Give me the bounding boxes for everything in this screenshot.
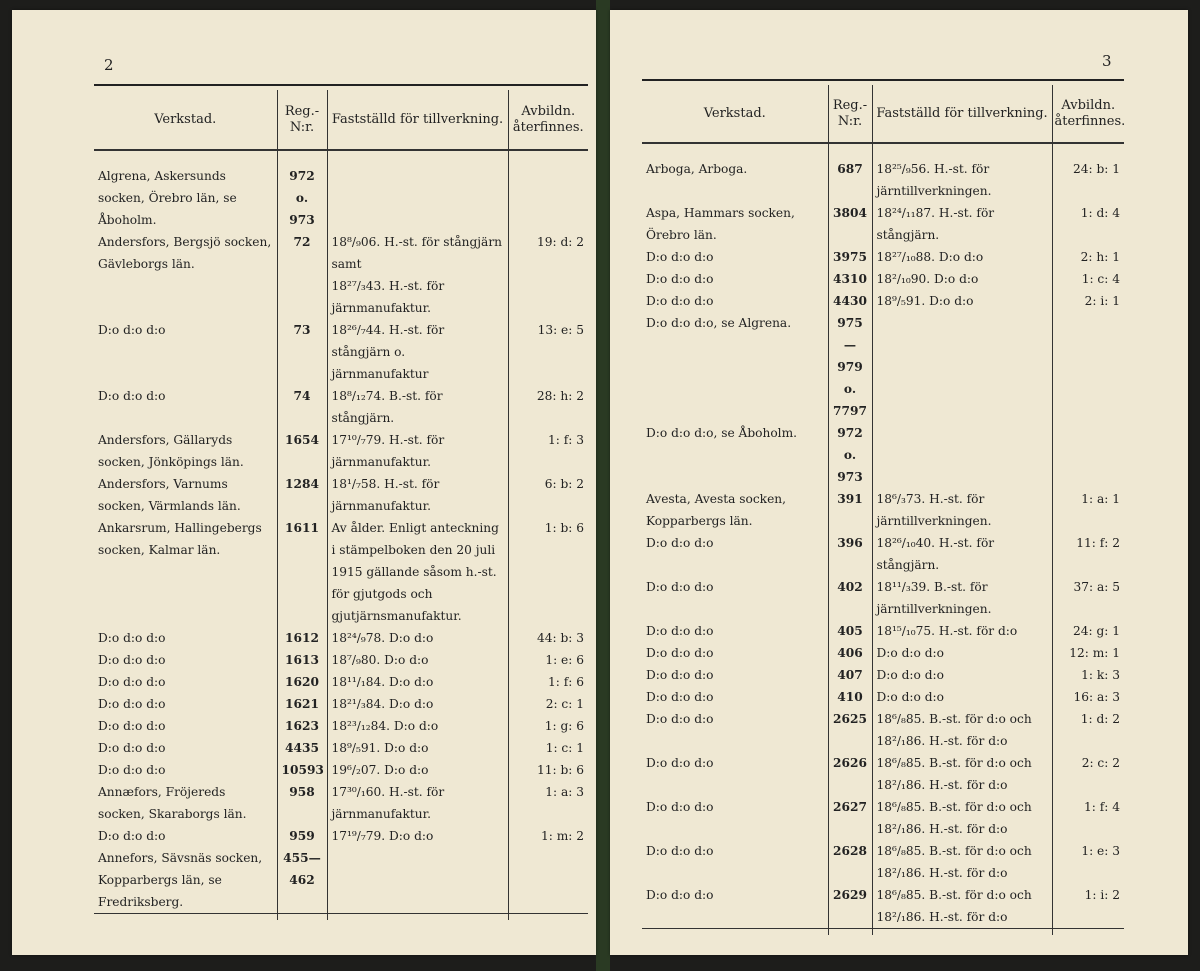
table-row (642, 796, 1124, 840)
faststalld-cell: 18²⁴/₉78. D:o d:o (327, 627, 508, 649)
avbildning-cell: 1: d: 4 (1052, 202, 1124, 246)
reg-number-cell: 2629 (828, 884, 872, 929)
table-row (94, 165, 588, 231)
faststalld-cell: 18⁹/₅91. D:o d:o (327, 737, 508, 759)
header-faststalld: Fastställd för tillverkning. (327, 90, 508, 150)
verkstad-cell: D:o d:o d:o (98, 763, 166, 777)
table-row (94, 737, 588, 759)
verkstad-cell: Ankarsrum, Hallingebergs socken, Kalmar län. (98, 521, 262, 557)
verkstad-cell: D:o d:o d:o (646, 272, 714, 286)
avbildning-cell: 37: a: 5 (1052, 576, 1124, 620)
table-header (642, 85, 1124, 143)
faststalld-cell: 18⁶/₈85. B.-st. för d:o och 18²/₁86. H.-st. för d:o (872, 752, 1052, 796)
avbildning-cell: 44: b: 3 (508, 627, 588, 649)
avbildning-cell: 1: k: 3 (1052, 664, 1124, 686)
table-row (642, 708, 1124, 752)
avbildning-cell: 1: e: 3 (1052, 840, 1124, 884)
table-row (94, 429, 588, 473)
table-row (642, 488, 1124, 532)
avbildning-cell: 1: a: 1 (1052, 488, 1124, 532)
faststalld-cell: 18⁶/₈85. B.-st. för d:o och 18²/₁86. H.-st. för d:o (872, 796, 1052, 840)
register-table-right (642, 85, 1124, 935)
avbildning-cell: 1: a: 3 (508, 781, 588, 825)
book-gutter (596, 0, 610, 971)
faststalld-cell: 18⁷/₉80. D:o d:o (327, 649, 508, 671)
verkstad-cell: D:o d:o d:o (646, 844, 714, 858)
verkstad-cell: Annæfors, Fröjereds socken, Skaraborgs län. (98, 785, 247, 821)
verkstad-cell: D:o d:o d:o (646, 580, 714, 594)
faststalld-cell: 17¹⁹/₇79. D:o d:o (327, 825, 508, 847)
avbildning-cell: 12: m: 1 (1052, 642, 1124, 664)
reg-number-cell: 2626 (828, 752, 872, 796)
reg-number-cell: 1623 (277, 715, 327, 737)
faststalld-cell: 18²⁷/₁₀88. D:o d:o (872, 246, 1052, 268)
table-header (94, 90, 588, 150)
avbildning-cell: 28: h: 2 (508, 385, 588, 429)
verkstad-cell: Avesta, Avesta socken, Kopparbergs län. (646, 492, 787, 528)
reg-number-cell: 1654 (277, 429, 327, 473)
header-faststalld: Fastställd för tillverkning. (872, 85, 1052, 143)
table-row (642, 158, 1124, 202)
verkstad-cell: D:o d:o d:o (646, 800, 714, 814)
reg-number-cell: 406 (828, 642, 872, 664)
reg-number-cell: 405 (828, 620, 872, 642)
table-row (642, 202, 1124, 246)
table-row (94, 759, 588, 781)
verkstad-cell: D:o d:o d:o (646, 646, 714, 660)
faststalld-cell: 18⁶/₈85. B.-st. för d:o och 18²/₁86. H.-st. för d:o (872, 840, 1052, 884)
reg-number-cell: 391 (828, 488, 872, 532)
avbildning-cell: 1: b: 6 (508, 517, 588, 627)
faststalld-cell: 18²⁶/₇44. H.-st. för stångjärn o. järnmanufaktur (327, 319, 508, 385)
table-row (94, 649, 588, 671)
verkstad-cell: D:o d:o d:o, se Åboholm. (646, 426, 797, 440)
table-row (94, 473, 588, 517)
avbildning-cell: 1: f: 3 (508, 429, 588, 473)
header-reg: Reg.- N:r. (828, 85, 872, 143)
avbildning-cell: 24: b: 1 (1052, 158, 1124, 202)
verkstad-cell: D:o d:o d:o (98, 653, 166, 667)
table-row (94, 715, 588, 737)
top-rule-right (642, 79, 1124, 81)
reg-number-cell: 1284 (277, 473, 327, 517)
reg-number-cell: 455— 462 (277, 847, 327, 914)
faststalld-cell: D:o d:o d:o (872, 642, 1052, 664)
verkstad-cell: D:o d:o d:o (646, 536, 714, 550)
avbildning-cell: 6: b: 2 (508, 473, 588, 517)
faststalld-cell: 18¹/₇58. H.-st. för järnmanufaktur. (327, 473, 508, 517)
avbildning-cell: 2: h: 1 (1052, 246, 1124, 268)
reg-number-cell: 1621 (277, 693, 327, 715)
reg-number-cell: 407 (828, 664, 872, 686)
table-row (642, 532, 1124, 576)
header-reg: Reg.- N:r. (277, 90, 327, 150)
faststalld-cell (327, 847, 508, 914)
left-page (12, 10, 596, 955)
table-row (94, 517, 588, 627)
avbildning-cell: 2: c: 2 (1052, 752, 1124, 796)
table-row (94, 231, 588, 319)
verkstad-cell: Andersfors, Bergsjö socken, Gävleborgs län. (98, 235, 272, 271)
table-row (642, 840, 1124, 884)
reg-number-cell: 4310 (828, 268, 872, 290)
verkstad-cell: Algrena, Askersunds socken, Örebro län, se Åboholm. (98, 169, 237, 227)
avbildning-cell (508, 165, 588, 231)
faststalld-cell: 18²/₁₀90. D:o d:o (872, 268, 1052, 290)
reg-number-cell: 1613 (277, 649, 327, 671)
table-row (642, 268, 1124, 290)
reg-number-cell: 2625 (828, 708, 872, 752)
avbildning-cell: 1: m: 2 (508, 825, 588, 847)
verkstad-cell: D:o d:o d:o (646, 294, 714, 308)
faststalld-cell: 18⁶/₈85. B.-st. för d:o och 18²/₁86. H.-st. för d:o (872, 708, 1052, 752)
reg-number-cell: 1612 (277, 627, 327, 649)
reg-number-cell: 975— 979 o. 7797 (828, 312, 872, 422)
reg-number-cell: 687 (828, 158, 872, 202)
table-row (642, 246, 1124, 268)
reg-number-cell: 10593 (277, 759, 327, 781)
faststalld-cell: 17³⁰/₁60. H.-st. för järnmanufaktur. (327, 781, 508, 825)
avbildning-cell: 1: d: 2 (1052, 708, 1124, 752)
reg-number-cell: 958 (277, 781, 327, 825)
faststalld-cell: 18⁶/₈85. B.-st. för d:o och 18²/₁86. H.-st. för d:o (872, 884, 1052, 929)
table-row (642, 642, 1124, 664)
avbildning-cell: 24: g: 1 (1052, 620, 1124, 642)
avbildning-cell: 13: e: 5 (508, 319, 588, 385)
faststalld-cell: 18⁶/₃73. H.-st. för järntillverkningen. (872, 488, 1052, 532)
reg-number-cell: 410 (828, 686, 872, 708)
spacer-row (642, 929, 1124, 936)
table-row (642, 884, 1124, 929)
table-row (94, 781, 588, 825)
faststalld-cell (872, 422, 1052, 488)
table-row (642, 664, 1124, 686)
verkstad-cell: D:o d:o d:o (98, 323, 166, 337)
faststalld-cell: 19⁶/₂07. D:o d:o (327, 759, 508, 781)
table-row (94, 319, 588, 385)
spacer-row (94, 914, 588, 921)
avbildning-cell: 1: i: 2 (1052, 884, 1124, 929)
faststalld-cell: 18¹¹/₁84. D:o d:o (327, 671, 508, 693)
avbildning-cell: 2: i: 1 (1052, 290, 1124, 312)
right-page (610, 10, 1188, 955)
avbildning-cell: 1: f: 4 (1052, 796, 1124, 840)
avbildning-cell: 11: f: 2 (1052, 532, 1124, 576)
header-verkstad: Verkstad. (94, 90, 277, 150)
faststalld-cell: 18²³/₁₂84. D:o d:o (327, 715, 508, 737)
verkstad-cell: D:o d:o d:o (98, 675, 166, 689)
verkstad-cell: D:o d:o d:o (642, 884, 828, 929)
faststalld-cell: 18¹⁵/₁₀75. H.-st. för d:o (872, 620, 1052, 642)
avbildning-cell: 1: c: 1 (508, 737, 588, 759)
faststalld-cell (327, 165, 508, 231)
faststalld-cell: 17¹⁰/₇79. H.-st. för järnmanufaktur. (327, 429, 508, 473)
verkstad-cell: D:o d:o d:o (646, 668, 714, 682)
table-row (642, 422, 1124, 488)
avbildning-cell: 1: c: 4 (1052, 268, 1124, 290)
reg-number-cell: 1611 (277, 517, 327, 627)
verkstad-cell: D:o d:o d:o (646, 756, 714, 770)
verkstad-cell: D:o d:o d:o (98, 829, 166, 843)
avbildning-cell: 1: e: 6 (508, 649, 588, 671)
page-number-right: 3 (1102, 52, 1112, 70)
reg-number-cell: 402 (828, 576, 872, 620)
reg-number-cell: 2628 (828, 840, 872, 884)
faststalld-cell: D:o d:o d:o (872, 686, 1052, 708)
faststalld-cell: 18²⁴/₁₁87. H.-st. för stångjärn. (872, 202, 1052, 246)
table-row (94, 825, 588, 847)
spacer-row (642, 143, 1124, 158)
reg-number-cell: 3975 (828, 246, 872, 268)
verkstad-cell: D:o d:o d:o (646, 250, 714, 264)
table-row (642, 620, 1124, 642)
verkstad-cell: D:o d:o d:o (646, 624, 714, 638)
avbildning-cell: 1: f: 6 (508, 671, 588, 693)
avbildning-cell (1052, 422, 1124, 488)
faststalld-cell: D:o d:o d:o (872, 664, 1052, 686)
table-row (642, 752, 1124, 796)
verkstad-cell: D:o d:o d:o (98, 741, 166, 755)
verkstad-cell: Annefors, Sävsnäs socken, Kopparbergs län, se Fredriksberg. (94, 847, 277, 914)
verkstad-cell: D:o d:o d:o (98, 719, 166, 733)
avbildning-cell: 16: a: 3 (1052, 686, 1124, 708)
reg-number-cell: 4430 (828, 290, 872, 312)
avbildning-cell: 2: c: 1 (508, 693, 588, 715)
faststalld-cell: 18⁸/₁₂74. B.-st. för stångjärn. (327, 385, 508, 429)
verkstad-cell: Aspa, Hammars socken, Örebro län. (646, 206, 795, 242)
table-row (642, 312, 1124, 422)
faststalld-cell: 18²⁵/₉56. H.-st. för järntillverkningen. (872, 158, 1052, 202)
verkstad-cell: Arboga, Arboga. (646, 162, 748, 176)
reg-number-cell: 4435 (277, 737, 327, 759)
header-avbild: Avbildn. återfinnes. (508, 90, 588, 150)
avbildning-cell: 19: d: 2 (508, 231, 588, 319)
reg-number-cell: 73 (277, 319, 327, 385)
header-verkstad: Verkstad. (642, 85, 828, 143)
verkstad-cell: D:o d:o d:o (98, 631, 166, 645)
verkstad-cell: D:o d:o d:o, se Algrena. (646, 316, 792, 330)
verkstad-cell: Andersfors, Gällaryds socken, Jönköpings län. (98, 433, 244, 469)
avbildning-cell: 11: b: 6 (508, 759, 588, 781)
reg-number-cell: 1620 (277, 671, 327, 693)
table-row (642, 290, 1124, 312)
reg-number-cell: 972 o. 973 (828, 422, 872, 488)
reg-number-cell: 959 (277, 825, 327, 847)
reg-number-cell: 72 (277, 231, 327, 319)
faststalld-cell: 18²⁶/₁₀40. H.-st. för stångjärn. (872, 532, 1052, 576)
reg-number-cell: 3804 (828, 202, 872, 246)
verkstad-cell: D:o d:o d:o (646, 690, 714, 704)
verkstad-cell: D:o d:o d:o (98, 389, 166, 403)
avbildning-cell (1052, 312, 1124, 422)
avbildning-cell: 1: g: 6 (508, 715, 588, 737)
reg-number-cell: 74 (277, 385, 327, 429)
table-row (94, 385, 588, 429)
table-row (94, 671, 588, 693)
verkstad-cell: Andersfors, Varnums socken, Värmlands län. (98, 477, 241, 513)
faststalld-cell (872, 312, 1052, 422)
faststalld-cell: 18²¹/₃84. D:o d:o (327, 693, 508, 715)
spacer-row (94, 150, 588, 165)
reg-number-cell: 972 o. 973 (277, 165, 327, 231)
reg-number-cell: 396 (828, 532, 872, 576)
table-row (642, 576, 1124, 620)
verkstad-cell: D:o d:o d:o (98, 697, 166, 711)
faststalld-cell: 18⁸/₉06. H.-st. för stångjärn samt 18²⁷/₃43. H.-st. för järnmanufaktur. (327, 231, 508, 319)
table-row (94, 693, 588, 715)
verkstad-cell: D:o d:o d:o (646, 712, 714, 726)
register-table-left (94, 90, 588, 920)
table-row (642, 686, 1124, 708)
faststalld-cell: Av ålder. Enligt anteckning i stämpelboken den 20 juli 1915 gällande såsom h.-st. för gjutgods och gjutjärnsmanufaktur. (327, 517, 508, 627)
top-rule-left (94, 84, 588, 86)
faststalld-cell: 18¹¹/₃39. B.-st. för järntillverkningen. (872, 576, 1052, 620)
page-number-left: 2 (104, 56, 114, 74)
table-row (94, 847, 588, 914)
table-row (94, 627, 588, 649)
avbildning-cell (508, 847, 588, 914)
reg-number-cell: 2627 (828, 796, 872, 840)
faststalld-cell: 18⁹/₅91. D:o d:o (872, 290, 1052, 312)
header-avbild: Avbildn. återfinnes. (1052, 85, 1124, 143)
